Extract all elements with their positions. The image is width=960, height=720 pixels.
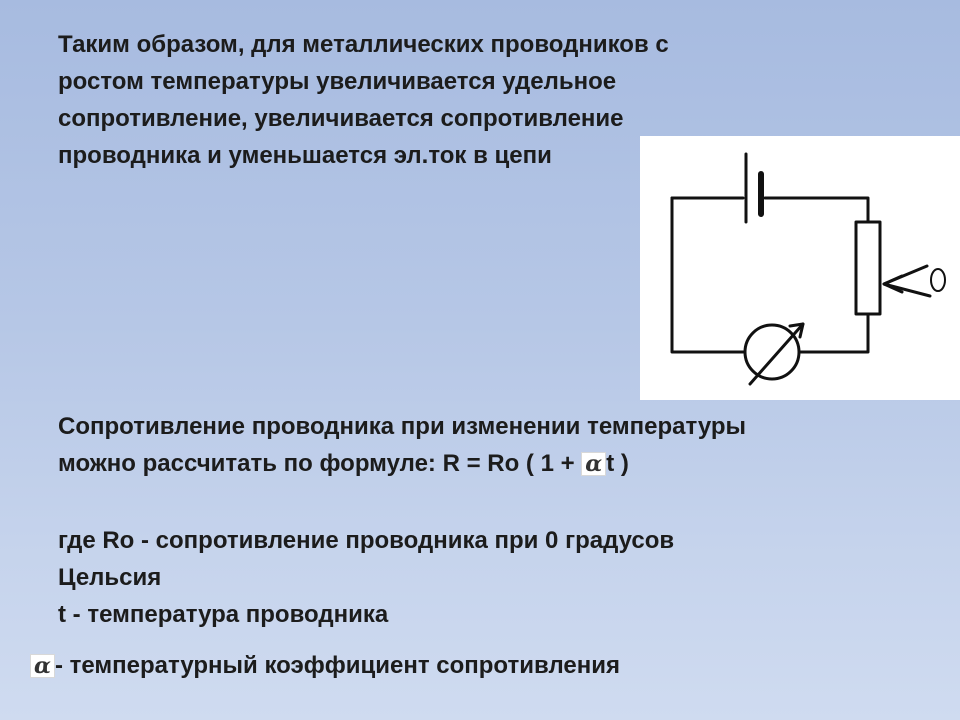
top-wire-right <box>765 198 868 222</box>
intro-line-1: Таким образом, для металлических проводников с <box>58 31 669 58</box>
ammeter-arrow <box>750 324 803 384</box>
ro-definition-line-1: где Ro - сопротивление проводника при 0 градусов <box>58 527 675 554</box>
intro-paragraph <box>58 26 669 174</box>
formula-line-1: Сопротивление проводника при изменении температуры <box>58 413 747 440</box>
circuit-diagram-svg <box>640 136 960 400</box>
alpha-legend-symbol: α <box>30 654 55 678</box>
formula-line-2 <box>58 445 746 482</box>
ammeter-circle <box>745 325 799 379</box>
resistor-box <box>856 222 880 314</box>
alpha-definition-line <box>30 647 620 684</box>
heater-flame <box>931 269 945 291</box>
formula-paragraph <box>58 408 746 482</box>
intro-line-2: ростом температуры увеличивается удельное <box>58 68 617 95</box>
right-wire <box>800 314 868 352</box>
alpha-definition-text: - температурный коэффициент сопротивления <box>54 652 620 679</box>
circuit-diagram <box>640 136 960 400</box>
definitions-paragraph <box>58 522 674 633</box>
ro-definition-line-2: Цельсия <box>58 564 162 591</box>
intro-line-3: сопротивление, увеличивается сопротивление <box>58 105 624 132</box>
left-wire <box>672 198 745 352</box>
formula-suffix: t ) <box>606 450 629 477</box>
formula-prefix: можно рассчитать по формуле: R = Ro ( 1 + <box>58 450 582 477</box>
intro-line-4: проводника и уменьшается эл.ток в цепи <box>58 142 552 169</box>
heat-arrow-inner <box>884 276 902 292</box>
alpha-symbol: α <box>581 452 606 476</box>
t-definition-line: t - температура проводника <box>58 601 389 628</box>
